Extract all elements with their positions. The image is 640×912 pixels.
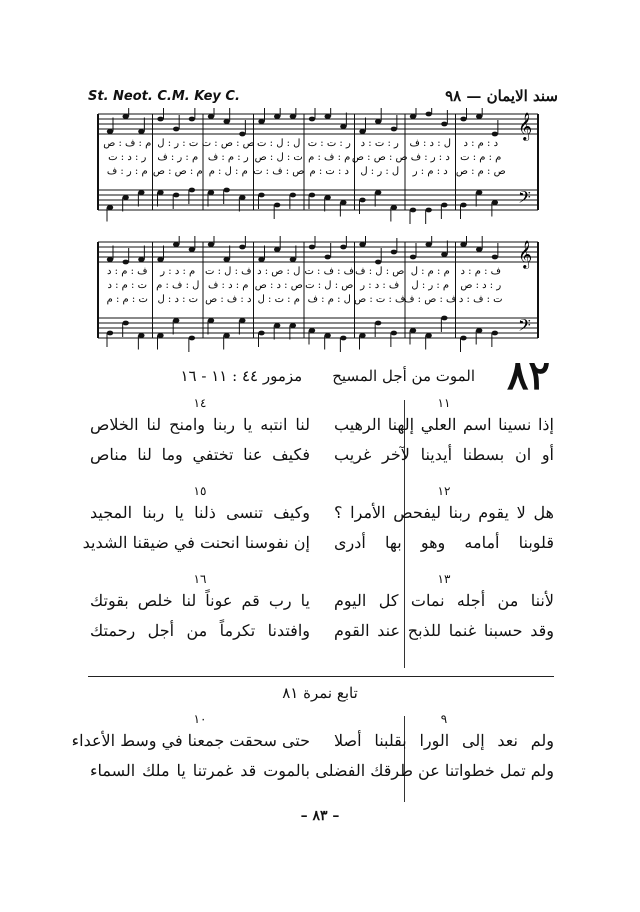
score-system-2-svg bbox=[96, 236, 540, 354]
bass-note bbox=[340, 200, 346, 205]
hymn-number: ٨٢ bbox=[507, 352, 550, 399]
solfa-notation: ت : م : م bbox=[106, 294, 148, 305]
treble-note bbox=[359, 242, 365, 247]
bass-note bbox=[441, 203, 447, 208]
treble-note bbox=[223, 257, 229, 262]
continued-title: تابع نمرة ٨١ bbox=[282, 684, 358, 702]
bass-note bbox=[324, 195, 330, 200]
treble-note bbox=[290, 257, 296, 262]
verse-line: لأننا من أجله نمات كل اليوم bbox=[334, 591, 554, 610]
bass-note bbox=[189, 336, 195, 341]
verse-line: وافتدنا تكرماً من أجل رحمتك bbox=[90, 621, 310, 640]
solfa-notation: م : م : ل bbox=[410, 266, 450, 277]
solfa-notation: م : ر : ل bbox=[411, 280, 450, 291]
bass-note bbox=[208, 190, 214, 195]
treble-note bbox=[274, 247, 280, 252]
bass-note bbox=[359, 333, 365, 338]
treble-note bbox=[189, 117, 195, 122]
verse-line: أو ان بسطنا أيدينا لآخر غريب bbox=[334, 445, 554, 464]
bass-note bbox=[223, 188, 229, 193]
solfa-notation: م : م : ت bbox=[460, 152, 502, 163]
solfa-notation: ص : د : ص bbox=[254, 280, 303, 291]
solfa-notation: ف : م : د bbox=[460, 266, 501, 277]
solfa-notation: ل : ل : ت bbox=[257, 138, 301, 149]
solfa-notation: ص : م : ص bbox=[455, 166, 506, 177]
stanza-number: ١٢ bbox=[437, 484, 451, 498]
verse-line: وقد حسبنا غنما للذبح عند القوم bbox=[334, 621, 554, 640]
bass-note bbox=[290, 323, 296, 328]
verse-line: ولم نعد إلى الورا بقلبنا أصلا bbox=[334, 731, 554, 750]
verse-line: إذا نسينا اسم العلي إلهنا الرهيب bbox=[334, 415, 554, 434]
page-number: – ٨٣ – bbox=[300, 808, 340, 824]
bass-note bbox=[173, 318, 179, 323]
bass-note bbox=[239, 318, 245, 323]
bass-clef-icon: 𝄢 bbox=[518, 187, 531, 211]
treble-note bbox=[208, 242, 214, 247]
stanza bbox=[315, 712, 554, 786]
solfa-notation: م : ل : م bbox=[208, 166, 248, 177]
treble-note bbox=[441, 122, 447, 127]
treble-note bbox=[107, 257, 113, 262]
treble-note bbox=[309, 245, 315, 250]
verse-line: فكيف عنا تختفي وما لنا مناص bbox=[90, 445, 310, 464]
treble-note bbox=[290, 114, 296, 119]
treble-note bbox=[324, 114, 330, 119]
bass-note bbox=[309, 328, 315, 333]
solfa-notation: م : د : ر bbox=[160, 266, 196, 277]
bass-note bbox=[107, 205, 113, 210]
bass-note bbox=[391, 331, 397, 336]
stanza-number: ١٥ bbox=[193, 484, 207, 498]
hymn-title: الموت من أجل المسيح bbox=[332, 367, 476, 385]
bass-note bbox=[239, 195, 245, 200]
solfa-notation: ت : ر : ل bbox=[157, 138, 199, 149]
solfa-notation: ف : ص : ف bbox=[404, 294, 457, 305]
bass-note bbox=[157, 190, 163, 195]
solfa-notation: ف : د : ر bbox=[360, 280, 400, 291]
verse-column-right bbox=[334, 396, 554, 660]
stanza bbox=[334, 484, 554, 558]
bass-note bbox=[157, 333, 163, 338]
treble-note bbox=[309, 117, 315, 122]
bass-note bbox=[460, 203, 466, 208]
bass-note bbox=[274, 203, 280, 208]
solfa-notation: م : ت : ل bbox=[257, 294, 300, 305]
treble-note bbox=[324, 255, 330, 260]
verse-line: وكيف تنسى ذلنا يا ربنا المجيد bbox=[90, 503, 310, 522]
stanza bbox=[334, 396, 554, 470]
treble-note bbox=[223, 119, 229, 124]
solfa-notation: ل : ف : م bbox=[156, 280, 200, 291]
treble-note bbox=[391, 127, 397, 132]
treble-note bbox=[460, 117, 466, 122]
verses-continued bbox=[71, 712, 554, 804]
treble-note bbox=[410, 255, 416, 260]
solfa-notation: ل : م : ف bbox=[307, 294, 351, 305]
bass-note bbox=[359, 198, 365, 203]
verse-line: حتى سحقت جمعنا في وسط الأعداء bbox=[71, 731, 310, 750]
treble-note bbox=[359, 129, 365, 134]
treble-note bbox=[258, 257, 264, 262]
treble-note bbox=[476, 114, 482, 119]
horizontal-rule bbox=[88, 676, 554, 677]
bass-note bbox=[460, 336, 466, 341]
bass-note bbox=[425, 208, 431, 213]
bass-note bbox=[173, 193, 179, 198]
solfa-notation: ر : د : ص bbox=[460, 280, 502, 291]
verse-column-right bbox=[315, 712, 554, 800]
score-system-2 bbox=[96, 236, 540, 354]
solfa-notation: ت : م : د bbox=[107, 280, 148, 291]
solfa-notation: م : ر : ف bbox=[157, 152, 199, 163]
solfa-notation: ف : ل : ت bbox=[205, 266, 252, 277]
treble-note bbox=[492, 132, 498, 137]
solfa-notation: د : ر : ف bbox=[410, 152, 450, 163]
stanza bbox=[82, 484, 310, 558]
solfa-notation: ل : ر : ل bbox=[360, 166, 400, 177]
solfa-notation: م : ف : م bbox=[308, 152, 351, 163]
treble-note bbox=[410, 114, 416, 119]
bass-note bbox=[274, 323, 280, 328]
bass-note bbox=[375, 321, 381, 326]
treble-note bbox=[492, 255, 498, 260]
treble-note bbox=[375, 119, 381, 124]
stanza-number: ١٣ bbox=[437, 572, 451, 586]
stanza-number: ١٤ bbox=[193, 396, 207, 410]
solfa-notation: ل : ص : د bbox=[257, 266, 301, 277]
bass-note bbox=[391, 205, 397, 210]
treble-clef-icon: 𝄞 bbox=[518, 240, 533, 268]
bass-note bbox=[107, 331, 113, 336]
score-system-1 bbox=[96, 108, 540, 224]
treble-note bbox=[138, 257, 144, 262]
treble-note bbox=[189, 247, 195, 252]
bass-note bbox=[410, 208, 416, 213]
treble-note bbox=[173, 242, 179, 247]
verse-line: لنا انتبه يا ربنا وامنح لنا الخلاص bbox=[90, 415, 310, 434]
treble-note bbox=[258, 119, 264, 124]
treble-note bbox=[476, 247, 482, 252]
solfa-notation: د : ف : ص bbox=[205, 294, 252, 305]
bass-note bbox=[258, 331, 264, 336]
verse-line: إن نفوسنا انحنت في ضيقنا الشديد bbox=[82, 533, 310, 552]
treble-note bbox=[239, 245, 245, 250]
stanza-number: ١٠ bbox=[193, 712, 207, 726]
bass-note bbox=[208, 318, 214, 323]
stanza-number: ١١ bbox=[437, 396, 451, 410]
bass-note bbox=[258, 193, 264, 198]
treble-note bbox=[173, 127, 179, 132]
verse-line: بالموت قد غمرتنا يا ملك السماء bbox=[90, 761, 310, 780]
solfa-notation: م : ر : ف bbox=[106, 166, 148, 177]
section-title: سند الايمان — ٩٨ bbox=[445, 87, 558, 105]
stanza bbox=[90, 572, 310, 646]
solfa-notation: ت : ف : د bbox=[458, 294, 503, 305]
solfa-notation: ص : ل : ف bbox=[355, 266, 405, 277]
stanza bbox=[71, 712, 310, 786]
solfa-notation: د : ت : م bbox=[309, 166, 350, 177]
bass-note bbox=[410, 328, 416, 333]
bass-note bbox=[138, 190, 144, 195]
bass-note bbox=[441, 316, 447, 321]
bass-note bbox=[476, 328, 482, 333]
solfa-notation: ل : د : ف bbox=[409, 138, 452, 149]
solfa-notation: ت : ل : ص bbox=[254, 152, 303, 163]
solfa-notation: ر : م : ف bbox=[207, 152, 249, 163]
bass-note bbox=[492, 200, 498, 205]
treble-note bbox=[138, 129, 144, 134]
treble-note bbox=[157, 257, 163, 262]
bass-note bbox=[290, 193, 296, 198]
verses-main bbox=[82, 396, 554, 672]
solfa-notation: م : د : ف bbox=[208, 280, 249, 291]
verse-column-left bbox=[82, 396, 310, 660]
treble-note bbox=[391, 250, 397, 255]
treble-note bbox=[375, 260, 381, 265]
solfa-notation: ص : ل : ت bbox=[305, 280, 354, 291]
stanza-number: ١٦ bbox=[193, 572, 207, 586]
treble-note bbox=[122, 260, 128, 265]
verse-column-left bbox=[71, 712, 310, 800]
bass-note bbox=[425, 333, 431, 338]
bass-note bbox=[122, 321, 128, 326]
solfa-notation: د : م : د bbox=[463, 138, 499, 149]
treble-note bbox=[340, 245, 346, 250]
bass-clef-icon: 𝄢 bbox=[518, 315, 531, 339]
bass-note bbox=[138, 333, 144, 338]
running-head bbox=[88, 84, 558, 108]
treble-note bbox=[274, 114, 280, 119]
solfa-notation: ف : ت : ص bbox=[354, 294, 406, 305]
treble-note bbox=[441, 252, 447, 257]
verse-line: هل لا يقوم ربنا ليفحص الأمرا ؟ bbox=[334, 503, 554, 522]
treble-note bbox=[425, 242, 431, 247]
stanza-number: ٩ bbox=[440, 712, 448, 726]
score-system-1-svg bbox=[96, 108, 540, 224]
bass-note bbox=[492, 331, 498, 336]
solfa-notation: د : م : ر bbox=[412, 166, 448, 177]
treble-note bbox=[460, 242, 466, 247]
treble-note bbox=[107, 129, 113, 134]
solfa-notation: م : ف : ص bbox=[103, 138, 152, 149]
solfa-notation: ص : ص : ت bbox=[201, 138, 255, 149]
bass-note bbox=[324, 333, 330, 338]
bass-note bbox=[309, 193, 315, 198]
solfa-notation: ت : د : ل bbox=[157, 294, 199, 305]
bass-note bbox=[223, 333, 229, 338]
stanza bbox=[334, 572, 554, 646]
bass-note bbox=[189, 188, 195, 193]
solfa-notation: ص : ف : ت bbox=[253, 166, 305, 177]
tune-name: St. Neot. C.M. Key C. bbox=[88, 88, 240, 104]
solfa-notation: ر : ت : د bbox=[360, 138, 399, 149]
verse-line: قلوبنا أمامه وهو بها أدرى bbox=[334, 533, 554, 552]
solfa-notation: م : ص : ص bbox=[152, 166, 203, 177]
treble-note bbox=[122, 114, 128, 119]
solfa-notation: ر : ت : ت bbox=[307, 138, 351, 149]
treble-note bbox=[239, 132, 245, 137]
solfa-notation: ر : د : ت bbox=[108, 152, 147, 163]
solfa-notation: ف : ف : ت bbox=[304, 266, 355, 277]
psalm-reference: مزمور ٤٤ : ١١ - ١٦ bbox=[180, 367, 303, 385]
stanza bbox=[90, 396, 310, 470]
treble-note bbox=[208, 114, 214, 119]
treble-note bbox=[425, 112, 431, 117]
verse-line: ولم تمل خطواتنا عن طرقك الفضلى bbox=[315, 761, 554, 780]
solfa-notation: ص : ص : ص bbox=[351, 152, 408, 163]
solfa-notation: ف : م : د bbox=[107, 266, 148, 277]
treble-clef-icon: 𝄞 bbox=[518, 112, 533, 140]
bass-note bbox=[340, 336, 346, 341]
treble-note bbox=[340, 124, 346, 129]
bass-note bbox=[375, 190, 381, 195]
bass-note bbox=[476, 190, 482, 195]
bass-note bbox=[122, 195, 128, 200]
hymn-heading bbox=[90, 352, 550, 399]
treble-note bbox=[157, 117, 163, 122]
verse-line: يا رب قم عوناً لنا خلص بقوتك bbox=[90, 591, 310, 610]
